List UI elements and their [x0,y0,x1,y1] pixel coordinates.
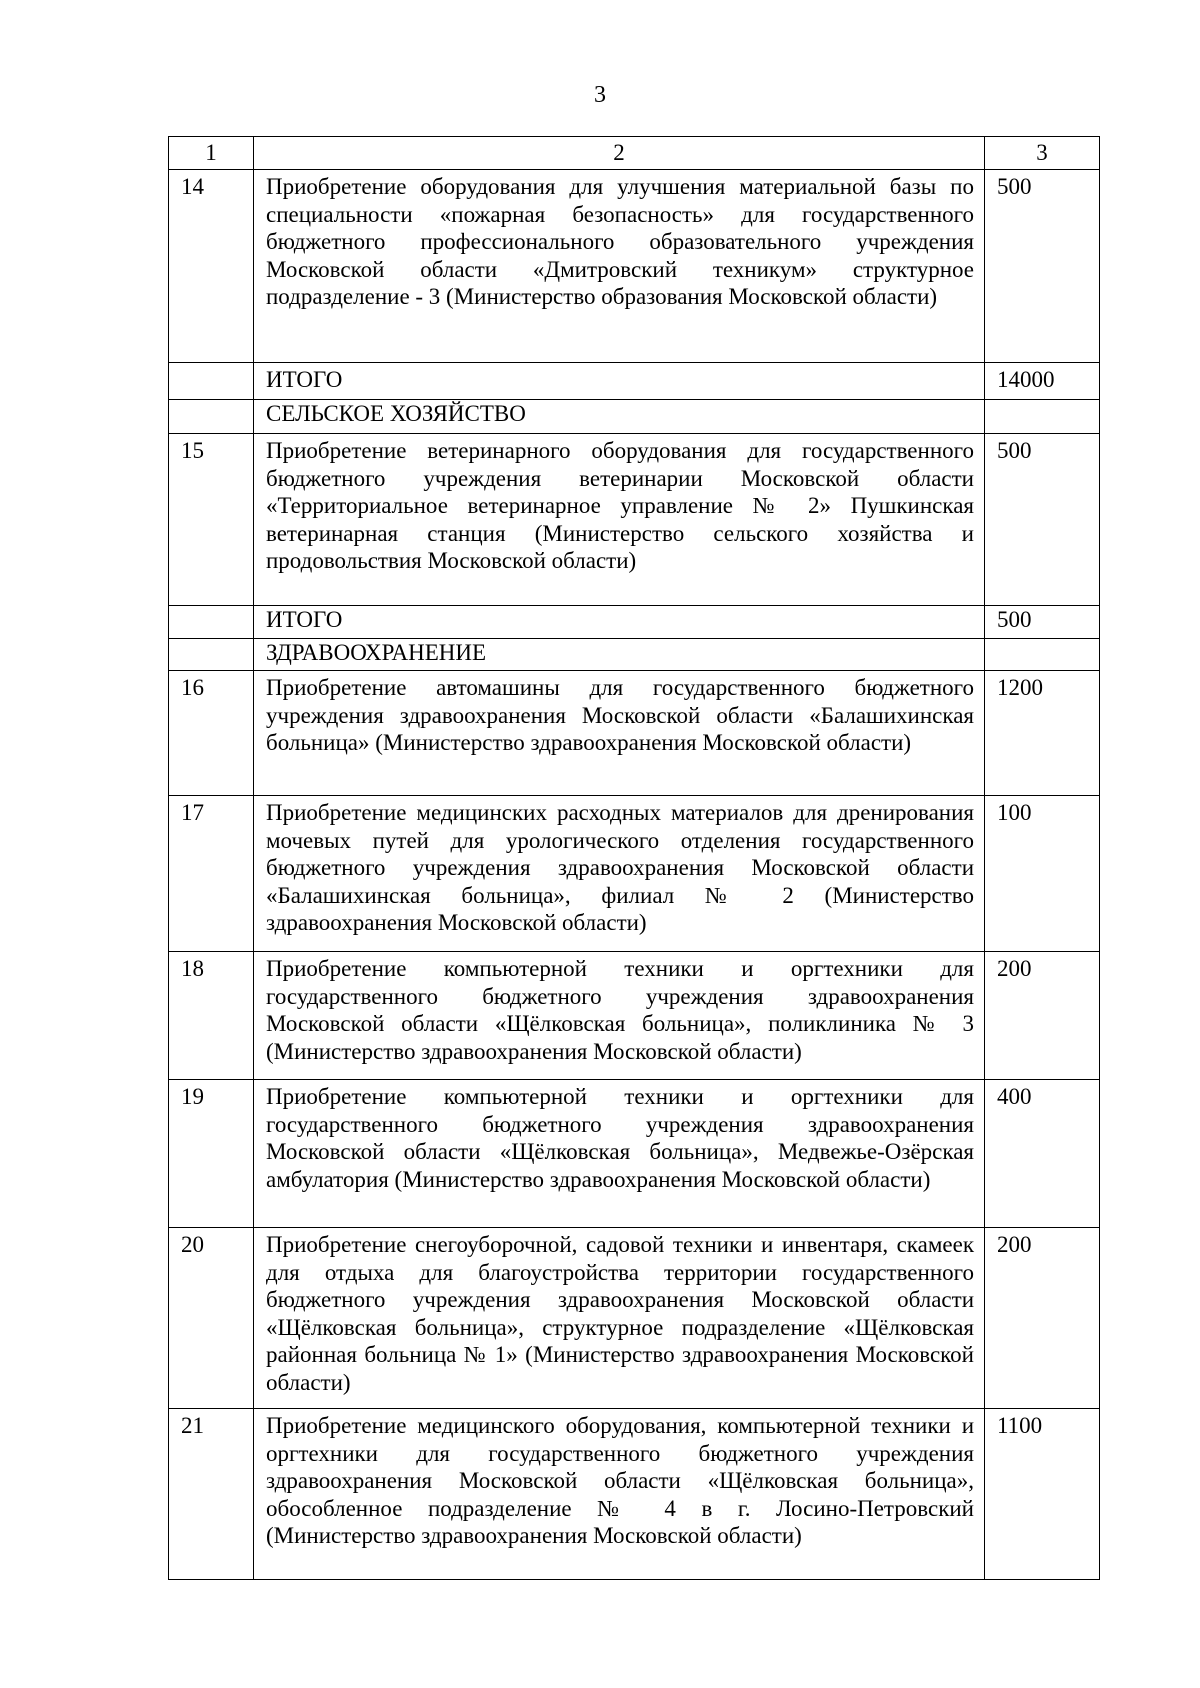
total-row [169,363,1100,400]
row-description: Приобретение ветеринарного оборудования для государственного бюджетного учреждения ветеринарии Московской области «Территориальное ветеринарное управление № 2» Пушкинская ветеринарная станция (Министерство сельского хозяйства и продовольствия Московской области) [254,434,985,606]
header-cell: 1 [169,137,254,170]
row-description: Приобретение медицинского оборудования, компьютерной техники и оргтехники для государственного бюджетного учреждения здравоохранения Московской области «Щёлковская больница», обособленное подразделение № 4 в г. Лосино-Петровский (Министерство здравоохранения Московской области) [254,1409,985,1580]
header-cell: 2 [254,137,985,170]
row-description: Приобретение медицинских расходных материалов для дренирования мочевых путей для урологического отделения государственного бюджетного учреждения здравоохранения Московской области «Балашихинская больница», филиал № 2 (Министерство здравоохранения Московской области) [254,796,985,952]
page-number: 3 [594,82,606,108]
table-row [169,434,1100,606]
table-row [169,671,1100,796]
table-row [169,796,1100,952]
section-title: ЗДРАВООХРАНЕНИЕ [254,639,985,671]
row-value: 100 [985,796,1100,952]
row-value: 500 [985,170,1100,363]
row-value: 400 [985,1080,1100,1228]
row-number: 16 [169,671,254,796]
row-number [169,400,254,434]
row-number: 20 [169,1228,254,1409]
row-value: 1200 [985,671,1100,796]
row-description: Приобретение автомашины для государственного бюджетного учреждения здравоохранения Московской области «Балашихинская больница» (Министерство здравоохранения Московской области) [254,671,985,796]
row-value: 200 [985,1228,1100,1409]
table-row [169,952,1100,1080]
row-number: 15 [169,434,254,606]
row-value [985,639,1100,671]
row-description: Приобретение снегоуборочной, садовой техники и инвентаря, скамеек для отдыха для благоустройства территории государственного бюджетного учреждения здравоохранения Московской области «Щёлковская больница», структурное подразделение «Щёлковская районная больница № 1» (Министерство здравоохранения Московской области) [254,1228,985,1409]
table-row [169,1080,1100,1228]
row-description: Приобретение компьютерной техники и оргтехники для государственного бюджетного учреждения здравоохранения Московской области «Щёлковская больница», поликлиника № 3 (Министерство здравоохранения Московской области) [254,952,985,1080]
allocation-table [168,136,1100,1580]
table-header-row [169,137,1100,170]
row-value: 1100 [985,1409,1100,1580]
table-row [169,170,1100,363]
row-number: 19 [169,1080,254,1228]
table-row [169,1228,1100,1409]
total-value: 14000 [985,363,1100,400]
row-number [169,639,254,671]
total-value: 500 [985,606,1100,639]
section-title: СЕЛЬСКОЕ ХОЗЯЙСТВО [254,400,985,434]
row-value: 200 [985,952,1100,1080]
header-cell: 3 [985,137,1100,170]
total-row [169,606,1100,639]
row-value: 500 [985,434,1100,606]
table-row [169,1409,1100,1580]
total-label: ИТОГО [254,363,985,400]
row-description: Приобретение компьютерной техники и оргтехники для государственного бюджетного учреждения здравоохранения Московской области «Щёлковская больница», Медвежье-Озёрская амбулатория (Министерство здравоохранения Московской области) [254,1080,985,1228]
row-number: 21 [169,1409,254,1580]
row-number: 14 [169,170,254,363]
total-label: ИТОГО [254,606,985,639]
row-description: Приобретение оборудования для улучшения материальной базы по специальности «пожарная безопасность» для государственного бюджетного профессионального образовательного учреждения Московской области «Дмитровский техникум» структурное подразделение - 3 (Министерство образования Московской области) [254,170,985,363]
section-row [169,400,1100,434]
row-number [169,606,254,639]
row-number: 18 [169,952,254,1080]
section-row [169,639,1100,671]
row-number: 17 [169,796,254,952]
row-number [169,363,254,400]
row-value [985,400,1100,434]
